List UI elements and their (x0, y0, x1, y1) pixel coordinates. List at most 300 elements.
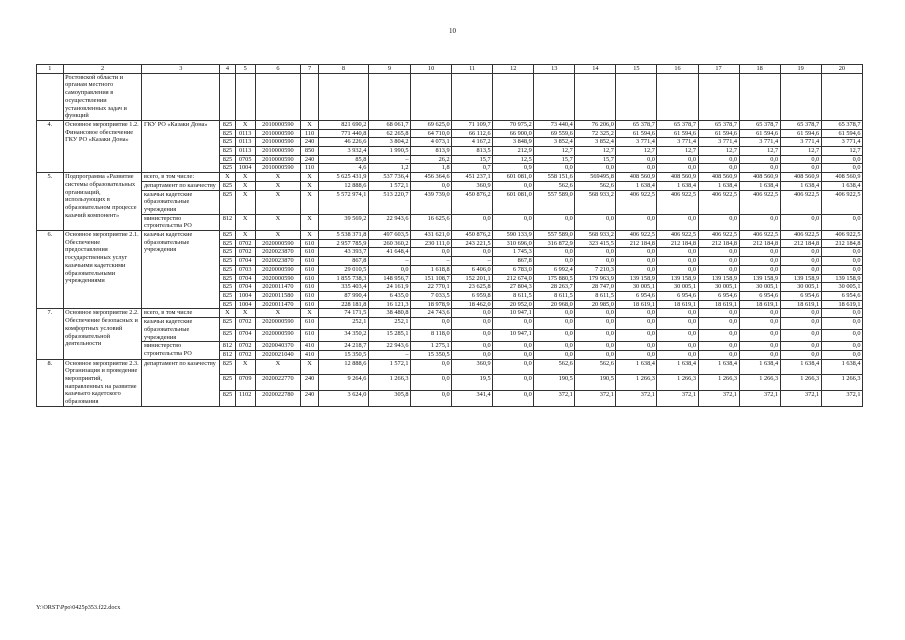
amount-cell: 0,0 (821, 257, 862, 266)
amount-cell: 12,7 (616, 147, 657, 156)
amount-cell (780, 73, 821, 120)
table-row (37, 359, 863, 375)
amount-cell (616, 73, 657, 120)
amount-cell: 34 350,2 (318, 330, 368, 342)
target-code-cell: Х (255, 181, 301, 190)
expense-type-cell: 240 (301, 155, 319, 164)
amount-cell: 372,1 (657, 391, 698, 407)
amount-cell: 0,0 (411, 181, 452, 190)
amount-cell: 0,0 (616, 318, 657, 330)
amount-cell: 1 638,4 (657, 181, 698, 190)
amount-cell: 15 350,5 (318, 350, 368, 359)
amount-cell: 39 569,2 (318, 214, 368, 230)
amount-cell: 821 690,2 (318, 120, 368, 129)
amount-cell: 0,0 (534, 330, 575, 342)
amount-cell: 372,1 (616, 391, 657, 407)
section-code-cell: 0704 (235, 257, 255, 266)
expense-type-cell: Х (301, 359, 319, 375)
amount-cell: 0,0 (616, 265, 657, 274)
amount-cell: 0,0 (739, 350, 780, 359)
amount-cell: 513 220,7 (368, 190, 410, 214)
expense-type-cell: 240 (301, 138, 319, 147)
amount-cell: 18 619,1 (698, 300, 739, 309)
section-code-cell: 0704 (235, 330, 255, 342)
amount-cell: 0,0 (493, 181, 534, 190)
amount-cell: 3 771,4 (821, 138, 862, 147)
amount-cell: 46 226,6 (318, 138, 368, 147)
amount-cell (698, 73, 739, 120)
gr-code-cell: 812 (220, 214, 236, 230)
amount-cell: 601 081,0 (493, 173, 534, 182)
table-row (37, 120, 863, 129)
amount-cell: 73 440,4 (534, 120, 575, 129)
amount-cell: 2 957 785,9 (318, 239, 368, 248)
amount-cell: 12,7 (575, 147, 616, 156)
expense-type-cell (301, 73, 319, 120)
amount-cell: 406 922,5 (739, 231, 780, 240)
amount-cell: 243 221,5 (452, 239, 493, 248)
amount-cell: 5 625 431,9 (318, 173, 368, 182)
amount-cell: 12 888,6 (318, 359, 368, 375)
target-code-cell: 2010000590 (255, 147, 301, 156)
amount-cell: 1 266,3 (657, 375, 698, 391)
amount-cell: 66 900,0 (493, 129, 534, 138)
amount-cell: 1 638,4 (698, 359, 739, 375)
amount-cell: 6 435,0 (368, 291, 410, 300)
amount-cell: 61 594,6 (616, 129, 657, 138)
amount-cell: 0,0 (534, 257, 575, 266)
amount-cell: 1 572,1 (368, 359, 410, 375)
amount-cell: 0,0 (698, 318, 739, 330)
gr-code-cell: 825 (220, 375, 236, 391)
target-code-cell: 2020023870 (255, 257, 301, 266)
section-code-cell: Х (235, 359, 255, 375)
amount-cell: 323 415,5 (575, 239, 616, 248)
amount-cell: 406 922,5 (616, 231, 657, 240)
amount-cell: 0,0 (780, 248, 821, 257)
expense-type-cell: Х (301, 309, 319, 318)
amount-cell: 0,0 (780, 350, 821, 359)
gr-code-cell: 825 (220, 231, 236, 240)
amount-cell: 562,6 (575, 181, 616, 190)
gr-code-cell: 812 (220, 342, 236, 351)
amount-cell: 3 771,4 (739, 138, 780, 147)
amount-cell: 24 218,7 (318, 342, 368, 351)
amount-cell: 0,0 (657, 330, 698, 342)
column-number-cell: 13 (534, 65, 575, 74)
amount-cell: 6 406,0 (452, 265, 493, 274)
amount-cell: 151 108,7 (411, 274, 452, 283)
amount-cell: 305,8 (368, 391, 410, 407)
expense-type-cell: 410 (301, 350, 319, 359)
amount-cell: 6 992,4 (534, 265, 575, 274)
amount-cell: 12,7 (534, 147, 575, 156)
target-code-cell: Х (255, 214, 301, 230)
amount-cell: 813,5 (452, 147, 493, 156)
amount-cell: 69 625,0 (411, 120, 452, 129)
amount-cell: 74 171,5 (318, 309, 368, 318)
amount-cell: 0,0 (411, 318, 452, 330)
amount-cell: 0,0 (657, 214, 698, 230)
amount-cell: 4,6 (318, 164, 368, 173)
amount-cell: 22 943,6 (368, 342, 410, 351)
amount-cell: 23 625,8 (452, 283, 493, 292)
amount-cell: 41 648,4 (368, 248, 410, 257)
expense-type-cell: 610 (301, 283, 319, 292)
amount-cell: 0,0 (657, 350, 698, 359)
target-code-cell: 2020000590 (255, 239, 301, 248)
amount-cell: 0,0 (821, 155, 862, 164)
amount-cell: 0,0 (452, 214, 493, 230)
amount-cell: 316 872,9 (534, 239, 575, 248)
amount-cell: 190,5 (534, 375, 575, 391)
table-row (37, 190, 863, 214)
amount-cell: 0,0 (821, 164, 862, 173)
gr-code-cell: 825 (220, 155, 236, 164)
amount-cell: 139 158,9 (821, 274, 862, 283)
gr-code-cell: Х (220, 173, 236, 182)
gr-code-cell: 825 (220, 181, 236, 190)
amount-cell: 408 560,9 (821, 173, 862, 182)
section-code-cell (235, 73, 255, 120)
amount-cell: 20 985,0 (575, 300, 616, 309)
gr-code-cell: 825 (220, 257, 236, 266)
amount-cell: 0,0 (739, 265, 780, 274)
target-code-cell: 2020000590 (255, 265, 301, 274)
amount-cell: 0,0 (534, 214, 575, 230)
amount-cell: 1 855 738,3 (318, 274, 368, 283)
amount-cell: 69 559,6 (534, 129, 575, 138)
amount-cell: 212 674,0 (493, 274, 534, 283)
gr-code-cell: 825 (220, 265, 236, 274)
expense-type-cell: 110 (301, 129, 319, 138)
amount-cell (368, 73, 410, 120)
amount-cell: 0,0 (821, 330, 862, 342)
amount-cell: 408 560,9 (698, 173, 739, 182)
amount-cell: 867,8 (493, 257, 534, 266)
amount-cell: 152 201,1 (452, 274, 493, 283)
target-code-cell: Х (255, 309, 301, 318)
page-number: 10 (449, 27, 456, 35)
section-code-cell: 0702 (235, 350, 255, 359)
amount-cell: – (368, 155, 410, 164)
amount-cell: 406 922,5 (780, 190, 821, 214)
amount-cell: 65 378,7 (780, 120, 821, 129)
amount-cell: 5 538 371,8 (318, 231, 368, 240)
amount-cell: 0,0 (739, 318, 780, 330)
amount-cell: 557 589,0 (534, 231, 575, 240)
amount-cell: 28 747,0 (575, 283, 616, 292)
amount-cell: 450 876,2 (452, 231, 493, 240)
amount-cell: 406 922,5 (616, 190, 657, 214)
column-number-cell: 6 (255, 65, 301, 74)
section-code-cell: 0702 (235, 248, 255, 257)
expense-type-cell: Х (301, 181, 319, 190)
amount-cell: 1 638,4 (657, 359, 698, 375)
amount-cell: 3 771,4 (698, 138, 739, 147)
amount-cell: 310 696,0 (493, 239, 534, 248)
amount-cell: 12,5 (493, 155, 534, 164)
amount-cell: 0,0 (821, 265, 862, 274)
budget-table (36, 64, 863, 407)
amount-cell (575, 73, 616, 120)
amount-cell: 0,0 (698, 248, 739, 257)
amount-cell: 558 151,6 (534, 173, 575, 182)
amount-cell: 451 237,1 (452, 173, 493, 182)
column-number-cell: 17 (698, 65, 739, 74)
target-code-cell: 2020011470 (255, 283, 301, 292)
amount-cell: 408 560,9 (657, 173, 698, 182)
target-code-cell: Х (255, 231, 301, 240)
amount-cell: 22 770,1 (411, 283, 452, 292)
table-row (37, 318, 863, 330)
amount-cell: 0,0 (780, 309, 821, 318)
expense-type-cell: 610 (301, 318, 319, 330)
executor-cell: ГКУ РО «Казаки Дона» (142, 120, 220, 172)
amount-cell: 65 378,7 (698, 120, 739, 129)
amount-cell: 6 783,0 (493, 265, 534, 274)
amount-cell: 24 161,9 (368, 283, 410, 292)
amount-cell: 0,0 (493, 391, 534, 407)
amount-cell: 1 266,3 (616, 375, 657, 391)
gr-code-cell: 825 (220, 138, 236, 147)
expense-type-cell: 410 (301, 342, 319, 351)
amount-cell: 0,0 (616, 214, 657, 230)
amount-cell: 813,9 (411, 147, 452, 156)
table-row (37, 214, 863, 230)
amount-cell: 0,7 (452, 164, 493, 173)
section-code-cell: 1102 (235, 391, 255, 407)
amount-cell: 30 005,1 (739, 283, 780, 292)
amount-cell: 0,0 (739, 164, 780, 173)
amount-cell: 12,7 (698, 147, 739, 156)
amount-cell: 85,8 (318, 155, 368, 164)
gr-code-cell (220, 73, 236, 120)
amount-cell: 148 956,7 (368, 274, 410, 283)
item-number-cell: 4. (37, 120, 64, 172)
amount-cell: 72 325,2 (575, 129, 616, 138)
column-number-cell: 2 (63, 65, 142, 74)
amount-cell (534, 73, 575, 120)
gr-code-cell: 825 (220, 129, 236, 138)
amount-cell: 0,0 (739, 257, 780, 266)
amount-cell: 1 266,3 (698, 375, 739, 391)
expense-type-cell: 240 (301, 375, 319, 391)
amount-cell (821, 73, 862, 120)
amount-cell: 212 184,8 (616, 239, 657, 248)
gr-code-cell: 825 (220, 120, 236, 129)
amount-cell: 15,7 (575, 155, 616, 164)
amount-cell: 0,0 (493, 318, 534, 330)
expense-type-cell: 110 (301, 164, 319, 173)
amount-cell: 12 888,6 (318, 181, 368, 190)
amount-cell: 335 403,4 (318, 283, 368, 292)
amount-cell: 0,0 (739, 155, 780, 164)
file-path-footer: Y:\ORST\Ppo\0425p353.f22.docx (36, 604, 121, 611)
amount-cell: 0,0 (452, 342, 493, 351)
amount-cell: 0,0 (780, 155, 821, 164)
amount-cell: 61 594,6 (698, 129, 739, 138)
amount-cell: 16 625,6 (411, 214, 452, 230)
amount-cell: 76 206,0 (575, 120, 616, 129)
target-code-cell: 2020000590 (255, 274, 301, 283)
amount-cell: 0,0 (821, 342, 862, 351)
amount-cell: 0,0 (821, 309, 862, 318)
amount-cell: 372,1 (698, 391, 739, 407)
budget-table-wrapper (36, 64, 863, 407)
section-code-cell: 0113 (235, 129, 255, 138)
amount-cell: 0,0 (616, 342, 657, 351)
amount-cell: 0,0 (534, 248, 575, 257)
executor-cell: казачьи кадетские образовательные учреждения (142, 190, 220, 214)
expense-type-cell: Х (301, 120, 319, 129)
amount-cell: 0,0 (616, 309, 657, 318)
amount-cell: 0,0 (493, 375, 534, 391)
amount-cell: 15 285,1 (368, 330, 410, 342)
amount-cell: 1 638,4 (739, 181, 780, 190)
amount-cell: 7 210,3 (575, 265, 616, 274)
amount-cell: 408 560,9 (739, 173, 780, 182)
item-number-cell: 5. (37, 173, 64, 231)
amount-cell: 65 378,7 (616, 120, 657, 129)
column-number-cell: 18 (739, 65, 780, 74)
amount-cell: 0,0 (575, 248, 616, 257)
amount-cell: 0,0 (534, 164, 575, 173)
amount-cell: 6 954,6 (657, 291, 698, 300)
amount-cell: 0,0 (698, 309, 739, 318)
amount-cell: 71 109,7 (452, 120, 493, 129)
amount-cell: 3 804,2 (368, 138, 410, 147)
amount-cell: 0,0 (616, 248, 657, 257)
item-name-cell: Основное мероприятие 2.2. Обеспечение безопасных и комфортных условий образовательной деятельности (63, 309, 142, 359)
column-number-cell: 15 (616, 65, 657, 74)
amount-cell: 0,0 (780, 214, 821, 230)
table-row (37, 342, 863, 351)
amount-cell: 590 133,9 (493, 231, 534, 240)
amount-cell: 12,7 (780, 147, 821, 156)
gr-code-cell: 825 (220, 318, 236, 330)
expense-type-cell: 610 (301, 300, 319, 309)
amount-cell: 4 167,2 (452, 138, 493, 147)
section-code-cell: 0704 (235, 274, 255, 283)
amount-cell: 0,0 (411, 248, 452, 257)
column-number-cell: 9 (368, 65, 410, 74)
column-number-cell: 11 (452, 65, 493, 74)
amount-cell: 1 638,4 (739, 359, 780, 375)
item-name-cell: Подпрограмма «Развитие системы образовательных организаций, использующих в образовательном процессе казачий компонент» (63, 173, 142, 231)
amount-cell: 1 745,3 (493, 248, 534, 257)
amount-cell: 1 266,3 (739, 375, 780, 391)
expense-type-cell: 610 (301, 291, 319, 300)
gr-code-cell: 825 (220, 391, 236, 407)
column-number-cell: 16 (657, 65, 698, 74)
amount-cell: 18 619,1 (739, 300, 780, 309)
gr-code-cell: 825 (220, 190, 236, 214)
amount-cell: 0,0 (493, 350, 534, 359)
amount-cell: 22 943,6 (368, 214, 410, 230)
amount-cell: 372,1 (534, 391, 575, 407)
section-code-cell: Х (235, 231, 255, 240)
target-code-cell: 2020023870 (255, 248, 301, 257)
section-code-cell: 0113 (235, 138, 255, 147)
amount-cell: 0,9 (493, 164, 534, 173)
amount-cell: 0,0 (575, 214, 616, 230)
amount-cell: 0,0 (780, 342, 821, 351)
amount-cell: 568 933,2 (575, 231, 616, 240)
executor-cell: департамент по казачеству (142, 181, 220, 190)
column-number-cell: 19 (780, 65, 821, 74)
amount-cell: 497 603,5 (368, 231, 410, 240)
amount-cell: 65 378,7 (821, 120, 862, 129)
target-code-cell: 2010000590 (255, 129, 301, 138)
target-code-cell: 2010000590 (255, 155, 301, 164)
section-code-cell: 1004 (235, 291, 255, 300)
gr-code-cell: 825 (220, 164, 236, 173)
amount-cell: 562,6 (534, 359, 575, 375)
gr-code-cell: 825 (220, 359, 236, 375)
amount-cell: 3 771,4 (780, 138, 821, 147)
amount-cell: 0,0 (780, 164, 821, 173)
amount-cell: 175 880,5 (534, 274, 575, 283)
target-code-cell (255, 73, 301, 120)
column-number-cell: 8 (318, 65, 368, 74)
amount-cell: 61 594,6 (821, 129, 862, 138)
amount-cell: 0,0 (493, 359, 534, 375)
amount-cell: 70 975,2 (493, 120, 534, 129)
amount-cell: 139 158,9 (698, 274, 739, 283)
amount-cell: 867,8 (318, 257, 368, 266)
amount-cell: 0,0 (534, 309, 575, 318)
gr-code-cell: 825 (220, 248, 236, 257)
amount-cell: 15 350,5 (411, 350, 452, 359)
amount-cell: 0,0 (368, 265, 410, 274)
expense-type-cell: Х (301, 190, 319, 214)
amount-cell: 66 112,6 (452, 129, 493, 138)
amount-cell: 0,0 (657, 309, 698, 318)
target-code-cell: 2020011580 (255, 291, 301, 300)
amount-cell: 0,0 (698, 350, 739, 359)
amount-cell: 10 947,1 (493, 330, 534, 342)
amount-cell: 1 638,4 (821, 181, 862, 190)
amount-cell: 68 061,7 (368, 120, 410, 129)
gr-code-cell: 825 (220, 300, 236, 309)
amount-cell: 1 275,1 (411, 342, 452, 351)
amount-cell: 1,2 (368, 164, 410, 173)
amount-cell: 230 111,0 (411, 239, 452, 248)
amount-cell: 15,7 (534, 155, 575, 164)
section-code-cell: 0702 (235, 342, 255, 351)
amount-cell: 0,0 (739, 309, 780, 318)
amount-cell: 406 922,5 (698, 190, 739, 214)
amount-cell: 212,9 (493, 147, 534, 156)
amount-cell: 6 954,6 (821, 291, 862, 300)
amount-cell: 1 638,4 (616, 181, 657, 190)
item-number-cell: 6. (37, 231, 64, 309)
amount-cell: 65 378,7 (657, 120, 698, 129)
amount-cell: 20 952,0 (493, 300, 534, 309)
amount-cell: 406 922,5 (739, 190, 780, 214)
item-name-cell: Основное мероприятие 1.2. Финансовое обеспечение ГКУ РО «Казаки Дона» (63, 120, 142, 172)
amount-cell: 456 364,6 (411, 173, 452, 182)
amount-cell: 569495,8 (575, 173, 616, 182)
amount-cell: 212 184,8 (698, 239, 739, 248)
amount-cell (452, 73, 493, 120)
amount-cell (411, 73, 452, 120)
target-code-cell: 2020021040 (255, 350, 301, 359)
amount-cell: 0,0 (411, 391, 452, 407)
amount-cell: 568 933,2 (575, 190, 616, 214)
table-row (37, 309, 863, 318)
